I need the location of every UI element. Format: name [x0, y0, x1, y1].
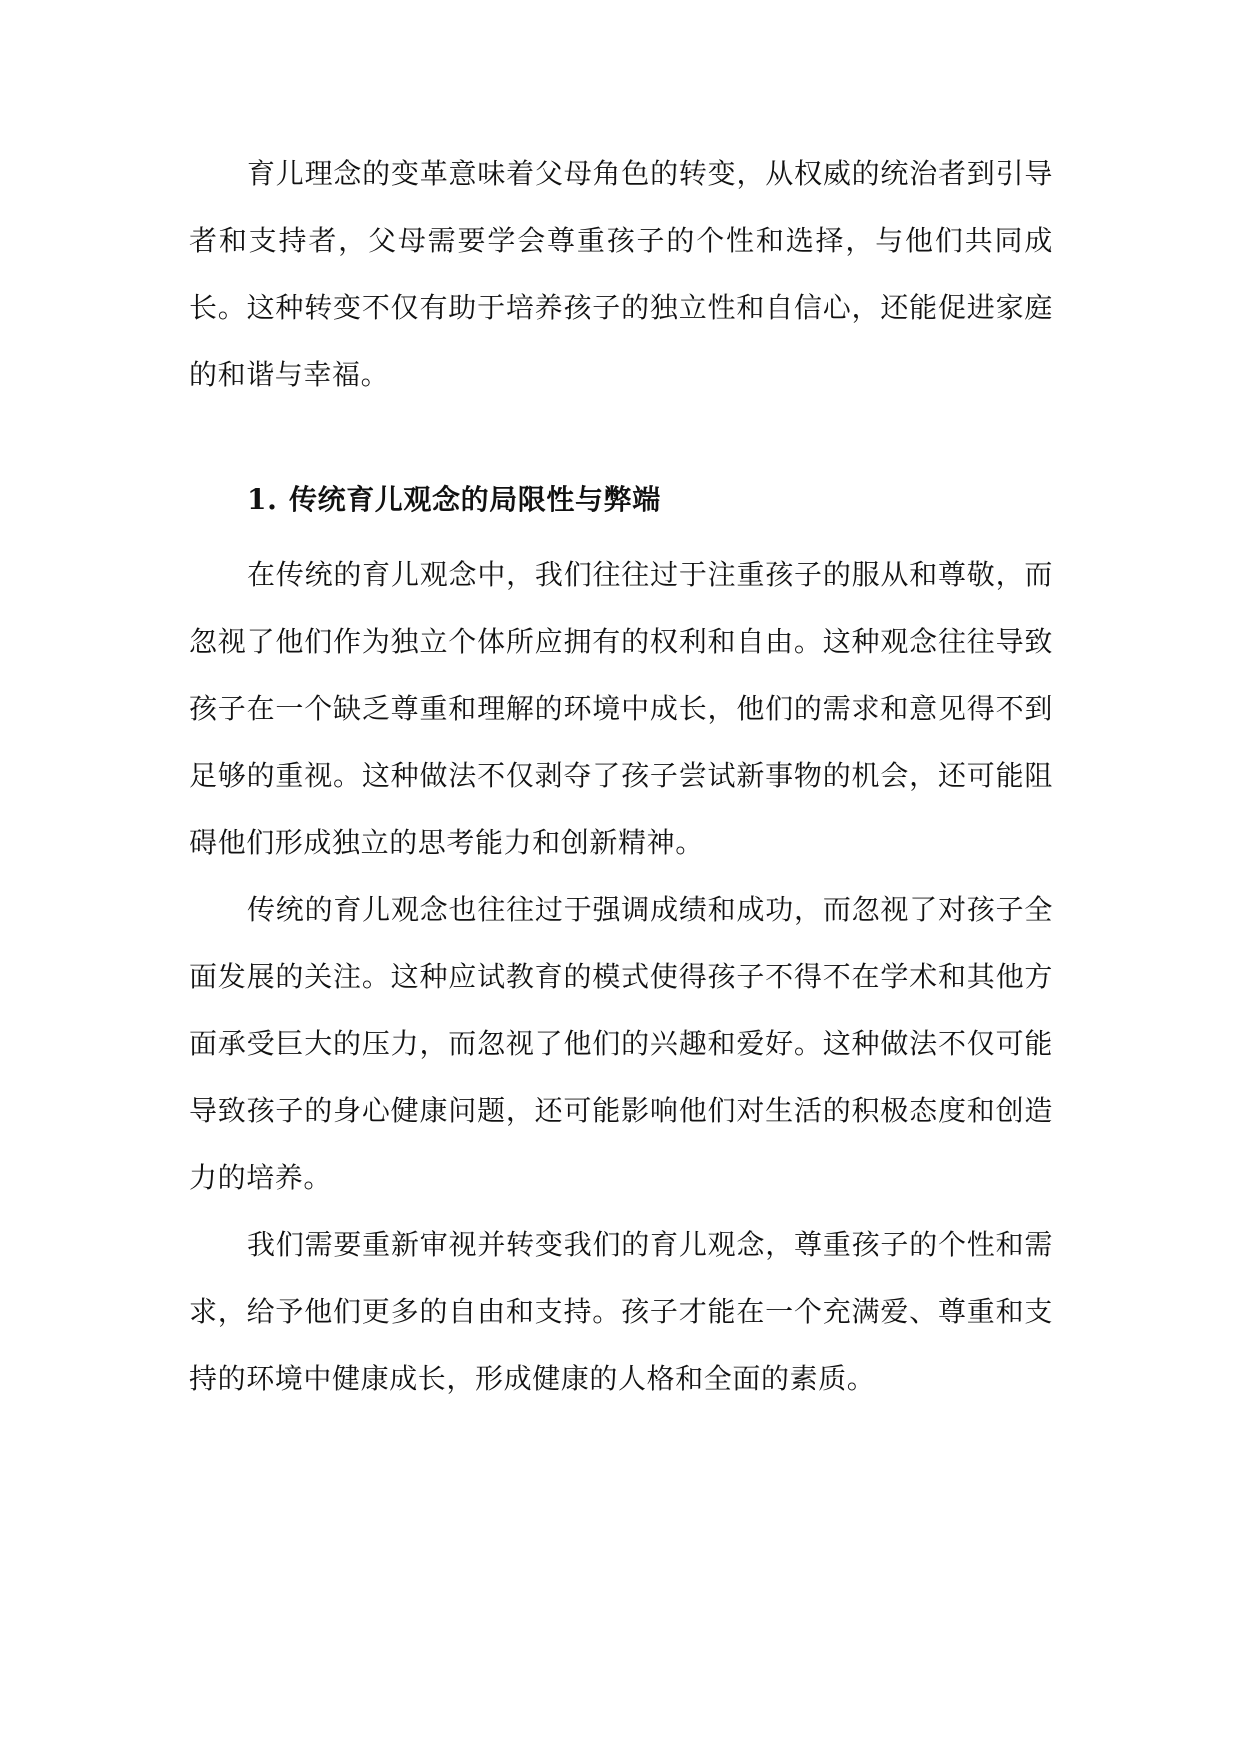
section-heading — [189, 466, 1053, 533]
body-paragraph-3: 我们需要重新审视并转变我们的育儿观念，尊重孩子的个性和需求，给予他们更多的自由和支持。孩子才能在一个充满爱、尊重和支持的环境中健康成长，形成健康的人格和全面的素质。 — [189, 1228, 1053, 1395]
body-paragraph-2: 传统的育儿观念也往往过于强调成绩和成功，而忽视了对孩子全面发展的关注。这种应试教育的模式使得孩子不得不在学术和其他方面承受巨大的压力，而忽视了他们的兴趣和爱好。这种做法不仅可能导致孩子的身心健康问题，还可能影响他们对生活的积极态度和创造力的培养。 — [189, 893, 1053, 1194]
intro-paragraph: 育儿理念的变革意味着父母角色的转变，从权威的统治者到引导者和支持者，父母需要学会尊重孩子的个性和选择，与他们共同成长。这种转变不仅有助于培养孩子的独立性和自信心，还能促进家庭的和谐与幸福。 — [189, 157, 1053, 391]
text-column — [189, 140, 1053, 1412]
section-title: 传统育儿观念的局限性与弊端 — [289, 483, 661, 516]
section-number: 1. — [247, 483, 278, 516]
body-paragraph-1: 在传统的育儿观念中，我们往往过于注重孩子的服从和尊敬，而忽视了他们作为独立个体所应拥有的权利和自由。这种观念往往导致孩子在一个缺乏尊重和理解的环境中成长，他们的需求和意见得不到足够的重视。这种做法不仅剥夺了孩子尝试新事物的机会，还可能阻碍他们形成独立的思考能力和创新精神。 — [189, 558, 1053, 859]
